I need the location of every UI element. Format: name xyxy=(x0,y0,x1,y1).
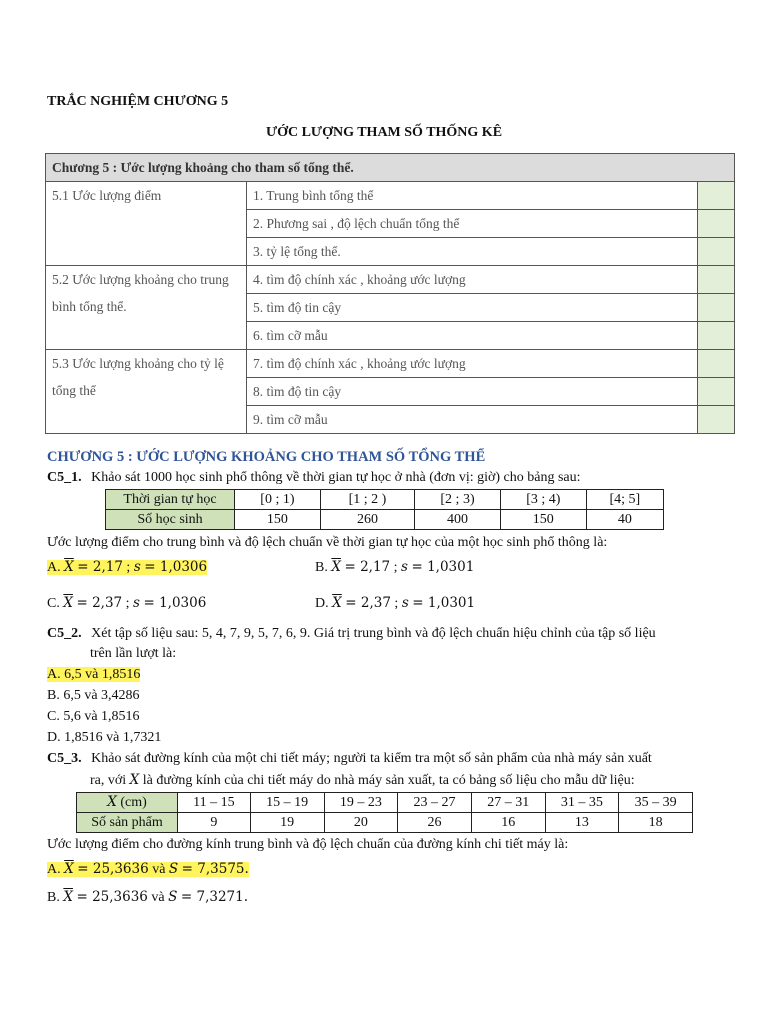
summary-check-cell[interactable] xyxy=(698,182,735,210)
question-prompt: Ước lượng điểm cho đường kính trung bình và độ lệch chuẩn của đường kính chi tiết máy là: xyxy=(47,837,569,852)
math-s: s xyxy=(133,559,141,575)
question-prompt: Ước lượng điểm cho trung bình và độ lệch chuẩn về thời gian tự học của một học sinh phổ thông là: xyxy=(47,535,608,550)
question-text: Khảo sát 1000 học sinh phổ thông về thời gian tự học ở nhà (đơn vị: giờ) cho bảng sau: xyxy=(91,470,581,485)
table-cell: 35 – 39 xyxy=(619,793,693,813)
question-number: C5_3. xyxy=(47,751,82,766)
math-x: X xyxy=(129,772,140,788)
table-cell: 40 xyxy=(586,510,663,530)
math-s: s xyxy=(133,595,140,611)
chapter-heading: CHƯƠNG 5 : ƯỚC LƯỢNG KHOẢNG CHO THAM SỐ TỔNG THỂ xyxy=(47,449,486,465)
table-cell: [4; 5] xyxy=(586,490,663,510)
option-mean: = 2,17 xyxy=(344,559,391,575)
summary-check-cell[interactable] xyxy=(698,378,735,406)
question-text-continued xyxy=(90,772,635,789)
summary-header: Chương 5 : Ước lượng khoảng cho tham số tổng thể. xyxy=(46,154,735,182)
table-row-label: Thời gian tự học xyxy=(106,490,235,510)
question-number: C5_2. xyxy=(47,626,82,641)
option-letter: B. xyxy=(315,560,328,575)
math-xbar: $\overline{X}$ xyxy=(63,889,73,905)
option-mean: = 25,3636 xyxy=(77,861,149,877)
question-3 xyxy=(47,751,652,767)
question-1 xyxy=(47,470,581,486)
summary-item: 4. tìm độ chính xác , khoảng ước lượng xyxy=(247,266,698,294)
math-xbar: $\overline{X}$ xyxy=(63,595,73,611)
question-number: C5_1. xyxy=(47,470,82,485)
question-text: Khảo sát đường kính của một chi tiết máy; người ta kiểm tra một số sản phẩm của nhà máy sản xuất xyxy=(91,751,652,766)
summary-check-cell[interactable] xyxy=(698,322,735,350)
q1-option-c[interactable]: C. $\overline{X} = 2,37$ ; s = 1,0306 xyxy=(47,595,207,611)
question-2 xyxy=(47,626,656,642)
math-xbar: $\overline{X}$ xyxy=(331,559,341,575)
table-cell: 150 xyxy=(500,510,586,530)
question-text-post: là đường kính của chi tiết máy do nhà máy sản xuất, ta có bảng số liệu cho mẫu dữ liệu: xyxy=(142,773,635,788)
q2-option-c[interactable]: C. 5,6 và 1,8516 xyxy=(47,709,140,724)
math-x: X xyxy=(107,794,117,810)
q1-option-d[interactable]: D. $\overline{X} = 2,37$ ; s = 1,0301 xyxy=(315,595,476,611)
option-letter: C. xyxy=(47,596,60,611)
q3-option-a[interactable] xyxy=(47,861,249,878)
document-title: TRẮC NGHIỆM CHƯƠNG 5 xyxy=(47,94,229,109)
math-s: s xyxy=(401,595,409,611)
table-cell: [1 ; 2 ) xyxy=(320,490,414,510)
option-letter: A. xyxy=(47,862,61,877)
table-cell: [2 ; 3) xyxy=(415,490,501,510)
table-row-label: Số sản phẩm xyxy=(77,813,178,833)
summary-item: 7. tìm độ chính xác , khoảng ước lượng xyxy=(247,350,698,378)
q2-option-b[interactable]: B. 6,5 và 3,4286 xyxy=(47,688,140,703)
math-xbar: $\overline{X}$ xyxy=(64,861,74,877)
summary-check-cell[interactable] xyxy=(698,238,735,266)
summary-section-label: 5.1 Ước lượng điểm xyxy=(46,182,247,266)
q1-option-b[interactable]: B. $\overline{X} = 2,17$ ; s = 1,0301 xyxy=(315,559,475,575)
unit-label: (cm) xyxy=(120,795,147,810)
table-cell: 26 xyxy=(398,813,472,833)
option-sd: = 1,0306 xyxy=(143,595,207,611)
option-mean: = 2,37 xyxy=(345,595,391,611)
q2-option-a[interactable] xyxy=(47,667,140,683)
summary-check-cell[interactable] xyxy=(698,294,735,322)
q1-option-a[interactable]: A. $\overline{X} = 2,17$ ; s = 1,0306 xyxy=(47,559,208,575)
table-cell: 19 xyxy=(250,813,324,833)
table-cell: 13 xyxy=(545,813,619,833)
table-cell: 20 xyxy=(324,813,398,833)
table-cell: 9 xyxy=(178,813,251,833)
summary-section-label: 5.3 Ước lượng khoảng cho tỷ lệ tổng thể xyxy=(46,350,247,434)
summary-item: 5. tìm độ tin cậy xyxy=(247,294,698,322)
summary-item: 1. Trung bình tổng thể xyxy=(247,182,698,210)
table-cell: 18 xyxy=(619,813,693,833)
table-cell: 23 – 27 xyxy=(398,793,472,813)
option-letter: A. xyxy=(47,560,61,575)
table-cell: [0 ; 1) xyxy=(235,490,321,510)
table-row-label xyxy=(77,793,178,813)
option-sd: = 7,3575. xyxy=(181,861,249,877)
math-s: S xyxy=(168,889,178,905)
question-text: Xét tập số liệu sau: 5, 4, 7, 9, 5, 7, 6, 9. Giá trị trung bình và độ lệch chuẩn hiệu chỉnh của tập số liệu xyxy=(91,626,656,641)
summary-item: 2. Phương sai , độ lệch chuẩn tổng thể xyxy=(247,210,698,238)
option-and: và xyxy=(151,890,165,905)
table-cell: 19 – 23 xyxy=(324,793,398,813)
option-sd: = 1,0306 xyxy=(144,559,208,575)
summary-table xyxy=(45,153,735,434)
summary-item: 3. tỷ lệ tổng thể. xyxy=(247,238,698,266)
summary-item: 8. tìm độ tin cậy xyxy=(247,378,698,406)
table-cell: [3 ; 4) xyxy=(500,490,586,510)
table-cell: 260 xyxy=(320,510,414,530)
summary-item: 9. tìm cỡ mẫu xyxy=(247,406,698,434)
option-and: và xyxy=(152,862,166,877)
math-s: s xyxy=(401,559,408,575)
option-sd: = 1,0301 xyxy=(412,595,476,611)
option-letter: D. xyxy=(315,596,329,611)
table-cell: 31 – 35 xyxy=(545,793,619,813)
summary-check-cell[interactable] xyxy=(698,210,735,238)
table-cell: 400 xyxy=(415,510,501,530)
option-sd: = 7,3271. xyxy=(180,889,249,905)
option-letter: B. xyxy=(47,890,60,905)
math-xbar: $\overline{X}$ xyxy=(64,559,74,575)
math-s: S xyxy=(168,861,179,877)
option-mean: = 2,17 xyxy=(77,559,123,575)
option-mean: = 2,37 xyxy=(76,595,123,611)
summary-check-cell[interactable] xyxy=(698,266,735,294)
option-text: A. 6,5 và 1,8516 xyxy=(47,667,141,682)
table-row-label: Số học sinh xyxy=(106,510,235,530)
table-cell: 11 – 15 xyxy=(178,793,251,813)
question-text-pre: ra, với xyxy=(90,773,127,788)
q2-option-d[interactable]: D. 1,8516 và 1,7321 xyxy=(47,730,162,745)
document-subtitle: ƯỚC LƯỢNG THAM SỐ THỐNG KÊ xyxy=(265,125,503,140)
q3-data-table xyxy=(76,792,693,833)
table-cell: 150 xyxy=(235,510,321,530)
q3-option-b[interactable] xyxy=(47,889,248,906)
option-sd: = 1,0301 xyxy=(411,559,475,575)
math-xbar: $\overline{X}$ xyxy=(332,595,342,611)
question-text-continued: trên lần lượt là: xyxy=(90,646,177,661)
summary-item: 6. tìm cỡ mẫu xyxy=(247,322,698,350)
option-mean: = 25,3636 xyxy=(76,889,148,905)
summary-section-label: 5.2 Ước lượng khoảng cho trung bình tổng thể. xyxy=(46,266,247,350)
q1-data-table xyxy=(105,489,664,530)
summary-check-cell[interactable] xyxy=(698,350,735,378)
table-cell: 15 – 19 xyxy=(250,793,324,813)
table-cell: 16 xyxy=(471,813,545,833)
table-cell: 27 – 31 xyxy=(471,793,545,813)
summary-check-cell[interactable] xyxy=(698,406,735,434)
